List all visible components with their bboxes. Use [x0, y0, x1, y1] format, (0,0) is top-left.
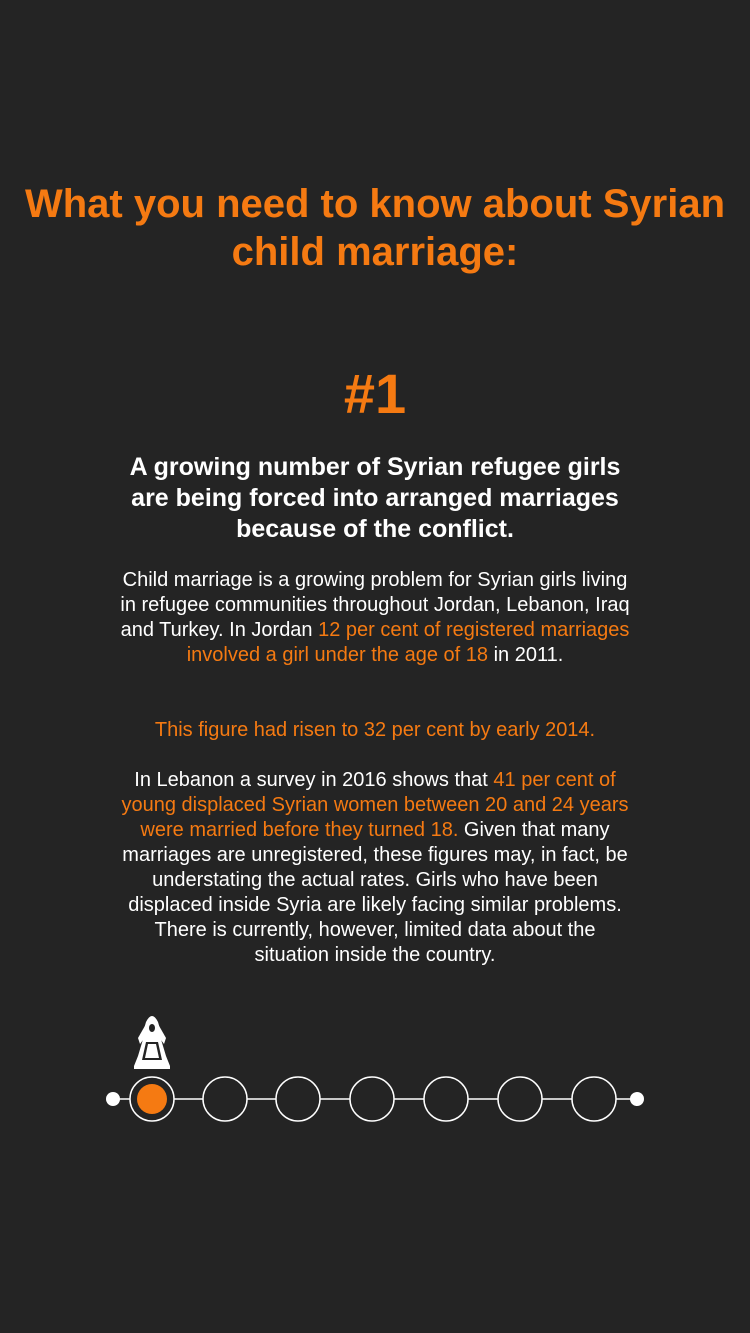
step-4[interactable] [350, 1077, 394, 1121]
paragraph-lebanon-text-2: Given that many marriages are unregistered, these figures may, in fact, be understating the actual rates. Girls who have been displaced inside Syria are likely facing similar problems. There is currently, however, limited data about the situation inside the country. [122, 819, 628, 966]
step-5[interactable] [424, 1077, 468, 1121]
page-title: What you need to know about Syrian child marriage: [24, 182, 726, 274]
step-1[interactable] [130, 1077, 174, 1121]
step-2[interactable] [203, 1077, 247, 1121]
paragraph-2014-figure: This figure had risen to 32 per cent by early 2014. [154, 719, 596, 741]
start-dot [106, 1092, 120, 1106]
step-7[interactable] [572, 1077, 616, 1121]
paragraph-lebanon-highlight: 41 per cent of young displaced Syrian women between 20 and 24 years were married before they turned 18. [121, 769, 629, 841]
step-navigation-graphic [0, 1008, 750, 1138]
step-3[interactable] [276, 1077, 320, 1121]
paragraph-jordan-highlight: 12 per cent of registered marriages involved a girl under the age of 18 [186, 619, 630, 666]
paragraph-lebanon [115, 768, 635, 968]
fact-subtitle: A growing number of Syrian refugee girls are being forced into arranged marriages because of the conflict. [129, 453, 621, 543]
paragraph-jordan [115, 568, 635, 668]
paragraph-jordan-text-2: in 2011. [488, 644, 564, 666]
paragraph-lebanon-text-1: In Lebanon a survey in 2016 shows that [134, 769, 494, 791]
end-dot [630, 1092, 644, 1106]
step-6[interactable] [498, 1077, 542, 1121]
step-navigation [0, 1008, 750, 1138]
step-1-active-fill [137, 1084, 167, 1114]
fact-number: #1 [343, 362, 407, 425]
paragraph-jordan-text-1: Child marriage is a growing problem for Syrian girls living in refugee communities throughout Jordan, Lebanon, Iraq and Turkey. In Jordan [120, 569, 630, 641]
girl-figure-icon [134, 1016, 170, 1069]
